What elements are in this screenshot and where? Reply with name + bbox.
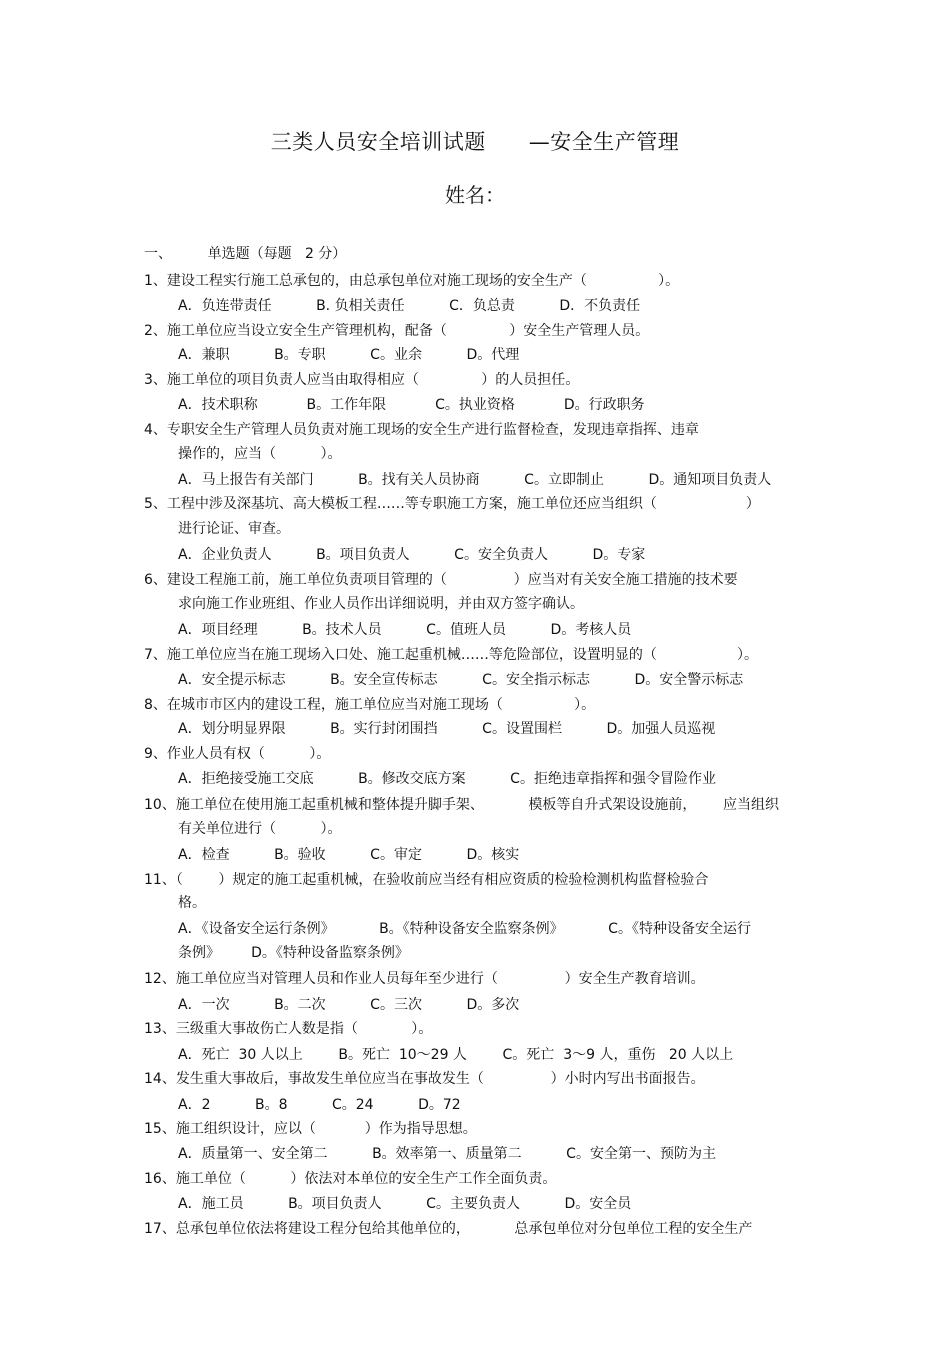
question-text: 8、在城市市区内的建设工程，施工单位应当对施工现场（ ）。 — [144, 697, 596, 713]
question-text: 9、作业人员有权（ ）。 — [144, 746, 331, 762]
answer-choices: A．企业负责人 B。项目负责人 C。安全负责人 D。专家 — [178, 547, 646, 563]
name-label: 姓名： — [445, 183, 505, 207]
question-text: 16、施工单位（ ）依法对本单位的安全生产工作全面负责。 — [144, 1171, 557, 1187]
answer-choices: A．划分明显界限 B。实行封闭围挡 C。设置围栏 D。加强人员巡视 — [178, 721, 716, 737]
answer-choices: A．《设备安全运行条例》 B。《特种设备安全监察条例》 C。《特种设备安全运行 — [178, 921, 751, 937]
answer-choices: A．马上报告有关部门 B。找有关人员协商 C。立即制止 D。通知项目负责人 — [178, 472, 772, 488]
question-text: 6、建设工程施工前，施工单位负责项目管理的（ ）应当对有关安全施工措施的技术要 — [144, 572, 738, 588]
answer-choices: A．负连带责任 B. 负相关责任 C．负总责 D．不负责任 — [178, 298, 641, 314]
question-text: 2、施工单位应当设立安全生产管理机构，配备（ ）安全生产管理人员。 — [144, 323, 650, 339]
answer-choices: A．一次 B。二次 C。三次 D。多次 — [178, 997, 520, 1013]
question-text: 17、总承包单位依法将建设工程分包给其他单位的， 总承包单位对分包单位工程的安全生产 — [144, 1221, 753, 1237]
question-text-continued: 求向施工作业班组、作业人员作出详细说明，并由双方签字确认。 — [178, 596, 584, 612]
question-text: 11、（ ）规定的施工起重机械，在验收前应当经有相应资质的检验检测机构监督检验合 — [144, 872, 709, 888]
answer-choices: A．兼职 B。专职 C。业余 D。代理 — [178, 347, 520, 363]
question-text: 3、施工单位的项目负责人应当由取得相应（ ）的人员担任。 — [144, 372, 580, 388]
question-text: 4、专职安全生产管理人员负责对施工现场的安全生产进行监督检查，发现违章指挥、违章 — [144, 422, 699, 438]
question-text: 13、三级重大事故伤亡人数是指（ ）。 — [144, 1021, 433, 1037]
answer-choices: A．2 B。8 C。24 D。72 — [178, 1097, 461, 1113]
question-text: 15、施工组织设计，应以（ ）作为指导思想。 — [144, 1121, 477, 1137]
question-text-continued: 有关单位进行（ ）。 — [178, 821, 342, 837]
question-text-continued: 格。 — [178, 895, 206, 911]
answer-choices: A．拒绝接受施工交底 B。修改交底方案 C。拒绝违章指挥和强令冒险作业 — [178, 771, 716, 787]
question-text-continued: 进行论证、审查。 — [178, 521, 290, 537]
question-text: 10、施工单位在使用施工起重机械和整体提升脚手架、 模板等自升式架设设施前， 应当组织 — [144, 797, 780, 813]
question-text: 5、工程中涉及深基坑、高大模板工程……等专职施工方案，施工单位还应当组织（ ） — [144, 496, 760, 512]
question-text-continued: 操作的，应当（ ）。 — [178, 446, 342, 462]
page-title: 三类人员安全培训试题 —安全生产管理 — [270, 130, 680, 154]
answer-choices-continued: 条例》 D。《特种设备监察条例》 — [178, 945, 409, 961]
question-text: 7、施工单位应当在施工现场入口处、施工起重机械……等危险部位，设置明显的（ ）。 — [144, 647, 759, 663]
answer-choices: A．质量第一、安全第二 B。效率第一、质量第二 C。安全第一、预防为主 — [178, 1146, 716, 1162]
answer-choices: A．技术职称 B。工作年限 C。执业资格 D。行政职务 — [178, 397, 645, 413]
question-text: 14、发生重大事故后，事故发生单位应当在事故发生（ ）小时内写出书面报告。 — [144, 1071, 705, 1087]
answer-choices: A．施工员 B。项目负责人 C。主要负责人 D。安全员 — [178, 1196, 632, 1212]
answer-choices: A．项目经理 B。技术人员 C。值班人员 D。考核人员 — [178, 622, 632, 638]
answer-choices: A．安全提示标志 B。安全宣传标志 C。安全指示标志 D。安全警示标志 — [178, 672, 744, 688]
answer-choices: A．死亡 30 人以上 B。死亡 10～29 人 C。死亡 3～9 人，重伤 20 人以上 — [178, 1047, 734, 1063]
question-text: 1、建设工程实行施工总承包的，由总承包单位对施工现场的安全生产（ ）。 — [144, 273, 680, 289]
answer-choices: A．检查 B。验收 C。审定 D。核实 — [178, 847, 520, 863]
section-heading: 一、 单选题（每题 2 分） — [144, 246, 347, 262]
question-text: 12、施工单位应当对管理人员和作业人员每年至少进行（ ）安全生产教育培训。 — [144, 971, 705, 987]
